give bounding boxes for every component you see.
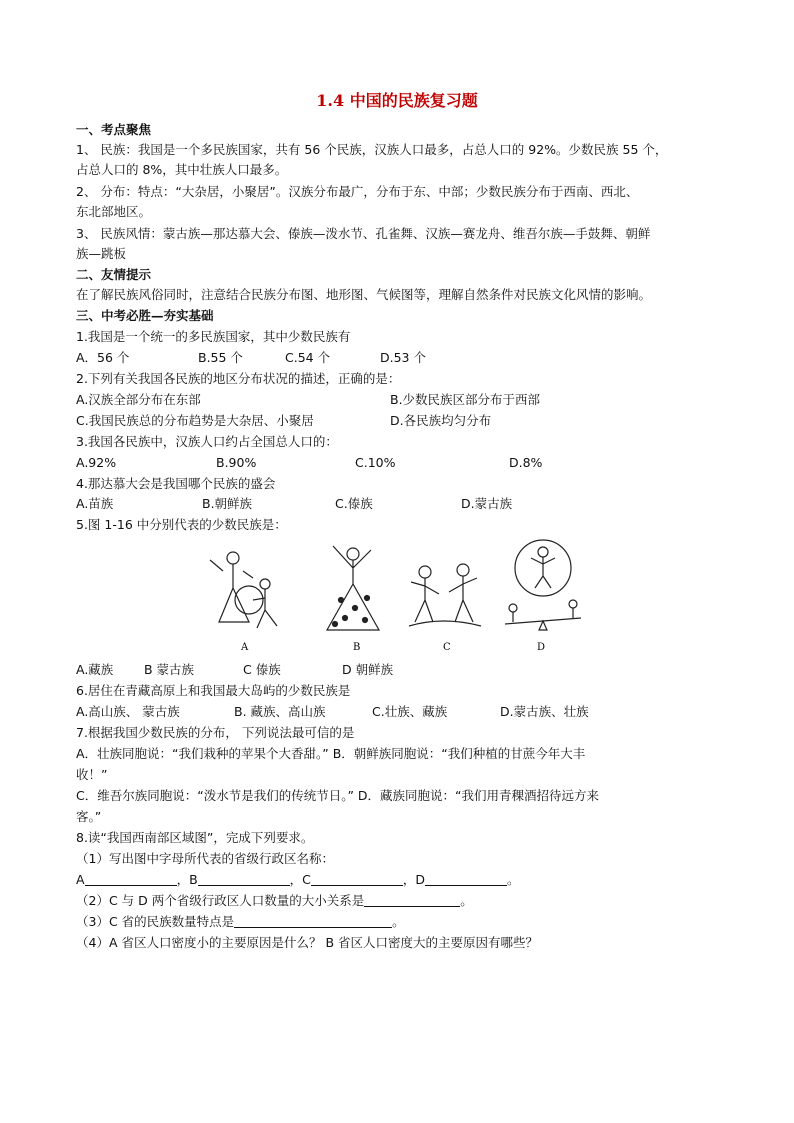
question-8-fill-row: [76, 870, 721, 890]
question-7-options-ab-cont: 收！”: [76, 767, 108, 782]
figure-a-drawing: [210, 552, 277, 628]
question-3-option-b: B.90%: [216, 455, 257, 470]
point-1-line-2: 占总人口的 8%，其中壮族人口最多。: [76, 162, 288, 177]
fill-end: 。: [507, 872, 520, 887]
tip-paragraph: 在了解民族风俗同时，注意结合民族分布图、地形图、气候图等，理解自然条件对民族文化风情的影响。: [76, 287, 652, 302]
question-2-stem: 2.下列有关我国各民族的地区分布状况的描述，正确的是：: [76, 371, 401, 386]
question-6-option-d: D.蒙古族、壮族: [500, 704, 589, 719]
question-5-option-c: C 傣族: [243, 662, 281, 677]
figure-label-d: D: [537, 642, 546, 653]
question-7-options-cd: C．维吾尔族同胞说：“泼水节是我们的传统节日。” D．藏族同胞说：“我们用青稞酒招待远方来: [76, 788, 600, 803]
section-1-heading: 一、考点聚焦: [76, 122, 152, 137]
question-4-option-c: C.傣族: [335, 496, 373, 511]
answer-blank-b[interactable]: [198, 871, 290, 886]
question-6-option-c: C.壮族、藏族: [372, 704, 448, 719]
question-4-option-d: D.蒙古族: [461, 496, 513, 511]
question-7-options-ab: A．壮族同胞说：“我们栽种的苹果个大香甜。” B．朝鲜族同胞说：“我们种植的甘蔗今年大丰: [76, 746, 586, 761]
answer-blank-d[interactable]: [425, 871, 507, 886]
point-2-line-2: 东北部地区。: [76, 204, 152, 219]
section-2-heading: 二、友情提示: [76, 267, 152, 282]
question-6-option-a: A.高山族、 蒙古族: [76, 704, 180, 719]
question-8-sub-3-end: 。: [392, 914, 405, 929]
question-8-sub-4: （4）A 省区人口密度小的主要原因是什么？ B 省区人口密度大的主要原因有哪些？: [76, 935, 539, 950]
point-3-line-2: 族—跳板: [76, 246, 127, 261]
question-5-stem: 5.图 1-16 中分别代表的少数民族是：: [76, 517, 287, 532]
point-1-line-1: 1、 民族：我国是一个多民族国家，共有 56 个民族，汉族人口最多，占总人口的 92%。少数民族 55 个，: [76, 142, 668, 157]
question-2-option-a: A.汉族全部分布在东部: [76, 392, 201, 407]
answer-blank-cd-relation[interactable]: [364, 892, 460, 907]
question-3-option-d: D.8%: [509, 455, 543, 470]
question-7-options-cd-cont: 客。”: [76, 809, 102, 824]
question-6-stem: 6.居住在青藏高原上和我国最大岛屿的少数民族是: [76, 683, 351, 698]
figure-label-c: C: [443, 642, 451, 653]
answer-blank-a[interactable]: [85, 871, 177, 886]
question-1-option-c: C.54 个: [285, 350, 331, 365]
question-1-option-a: A．56 个: [76, 350, 130, 365]
question-5-option-d: D 朝鲜族: [342, 662, 394, 677]
question-5-option-a: A.藏族: [76, 662, 114, 677]
question-5-option-b: B 蒙古族: [144, 662, 195, 677]
question-2-option-c: C.我国民族总的分布趋势是大杂居、小聚居: [76, 413, 314, 428]
question-4-option-b: B.朝鲜族: [202, 496, 253, 511]
question-8-sub-2-end: 。: [460, 893, 473, 908]
fill-label-d: ，D: [402, 872, 426, 887]
figure-1-16: [205, 538, 595, 656]
figure-label-a: A: [241, 642, 249, 653]
question-4-option-a: A.苗族: [76, 496, 114, 511]
question-2-option-b: B.少数民族区部分布于西部: [390, 392, 541, 407]
question-3-option-c: C.10%: [355, 455, 396, 470]
question-1-stem: 1.我国是一个统一的多民族国家，其中少数民族有: [76, 329, 351, 344]
point-2-line-1: 2、 分布：特点：“大杂居，小聚居”。汉族分布最广，分布于东、中部；少数民族分布于西南、西北、: [76, 184, 639, 199]
answer-blank-c[interactable]: [311, 871, 403, 886]
question-8-sub-3: [76, 912, 721, 932]
question-8-stem: 8.读“我国西南部区域图”，完成下列要求。: [76, 830, 314, 845]
ethnic-dance-illustrations: [205, 538, 595, 656]
question-2-option-d: D.各民族均匀分布: [390, 413, 492, 428]
question-7-stem: 7.根据我国少数民族的分布， 下列说法最可信的是: [76, 725, 355, 740]
point-3-line-1: 3、 民族风情：蒙古族—那达慕大会、傣族—泼水节、孔雀舞、汉族—赛龙舟、维吾尔族—手鼓舞、朝鲜: [76, 226, 651, 241]
question-8-sub-1: （1）写出图中字母所代表的省级行政区名称：: [76, 851, 334, 866]
question-8-sub-2-text: （2）C 与 D 两个省级行政区人口数量的大小关系是: [76, 893, 365, 908]
fill-label-b: ，B: [176, 872, 198, 887]
question-8-sub-2: [76, 891, 721, 911]
figure-d-drawing: [505, 540, 581, 630]
question-3-option-a: A.92%: [76, 455, 117, 470]
question-3-stem: 3.我国各民族中，汉族人口约占全国总人口的：: [76, 434, 338, 449]
section-3-heading: 三、中考必胜—夯实基础: [76, 308, 214, 323]
figure-b-drawing: [327, 546, 379, 630]
question-1-option-b: B.55 个: [198, 350, 243, 365]
page-title: 1.4 中国的民族复习题: [316, 91, 478, 110]
answer-blank-c-ethnic[interactable]: [234, 913, 392, 928]
question-6-option-b: B. 藏族、高山族: [234, 704, 326, 719]
figure-label-b: B: [353, 642, 361, 653]
fill-label-a: A: [76, 872, 85, 887]
question-8-sub-3-text: （3）C 省的民族数量特点是: [76, 914, 235, 929]
figure-c-drawing: [409, 564, 481, 626]
fill-label-c: ，C: [289, 872, 311, 887]
question-4-stem: 4.那达慕大会是我国哪个民族的盛会: [76, 476, 276, 491]
question-1-option-d: D.53 个: [380, 350, 426, 365]
